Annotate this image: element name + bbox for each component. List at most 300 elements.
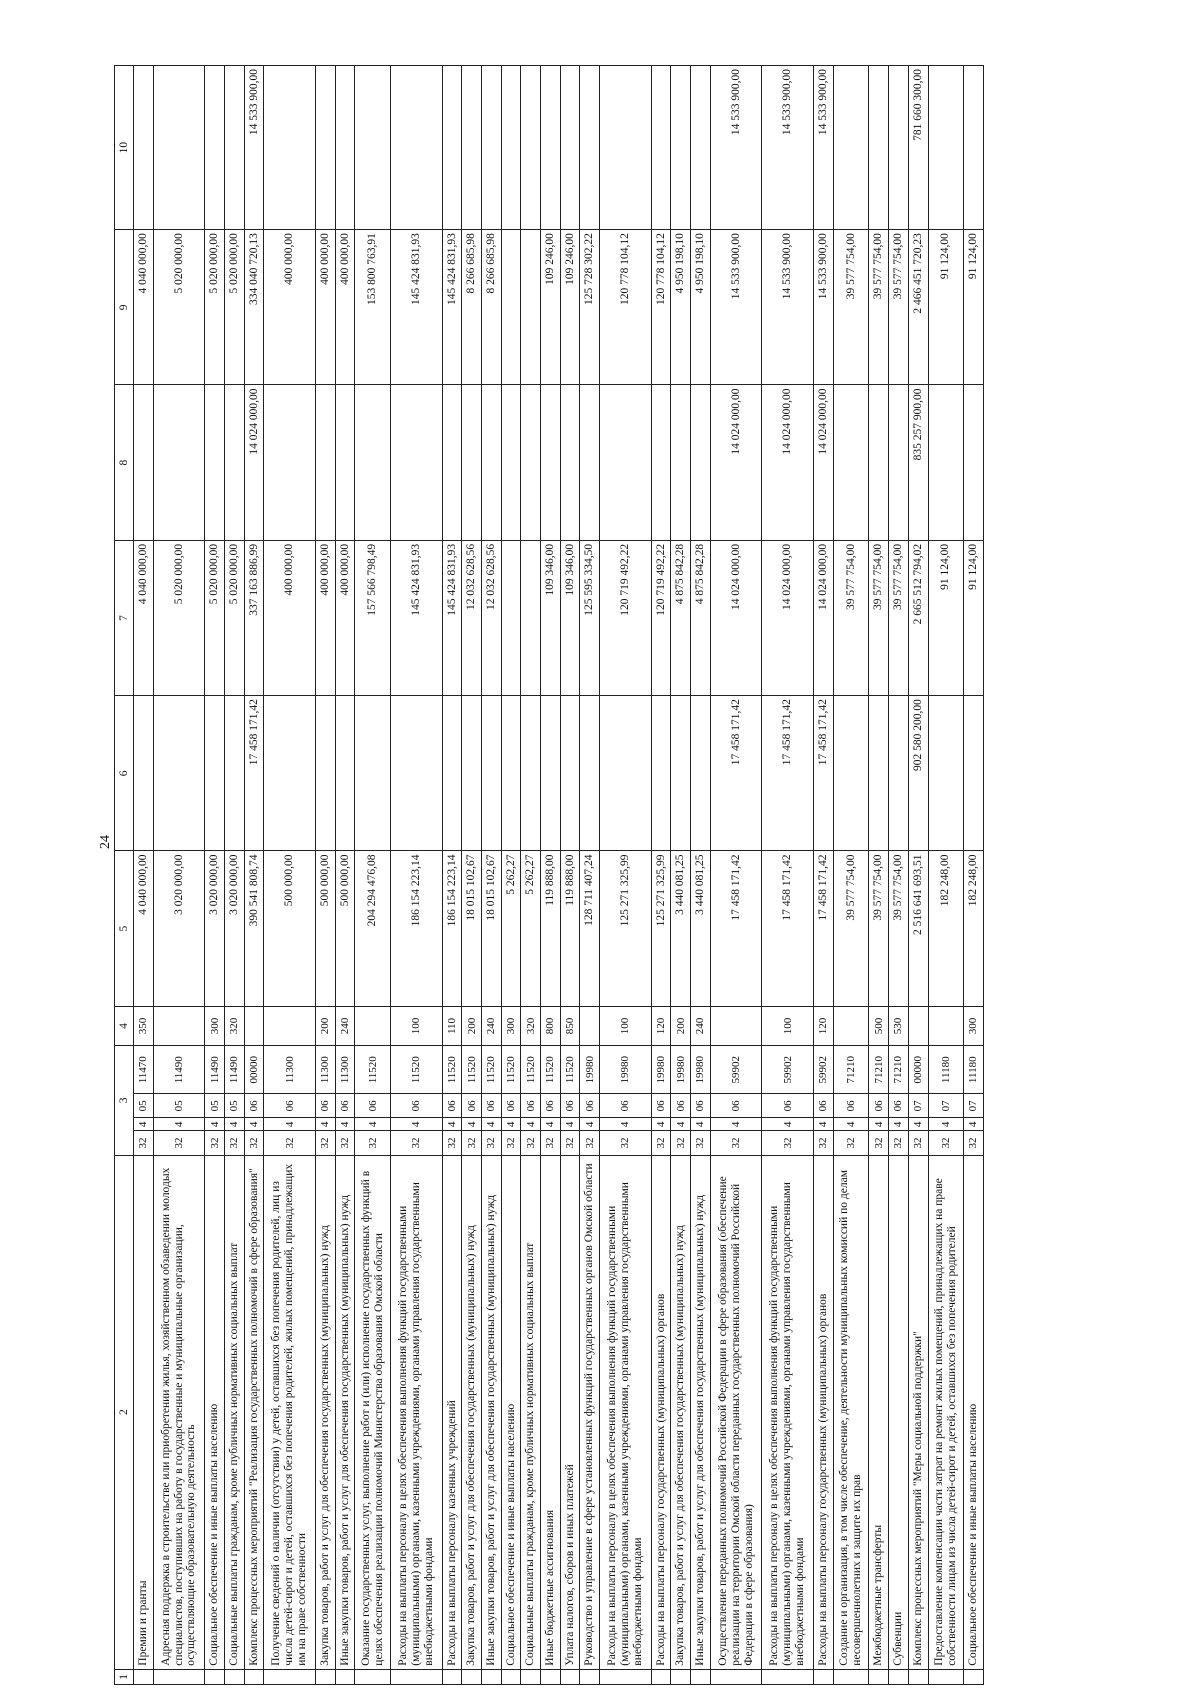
amount-cell-v5: 39 577 754,00 (869, 851, 889, 1006)
amount-cell-v5: 500 000,00 (335, 851, 355, 1006)
amount-cell-v6 (869, 696, 889, 851)
row-name-cell: Межбюджетные трансферты (869, 1155, 889, 1669)
amount-cell-v9: 334 040 720,13 (244, 230, 264, 385)
amount-cell-v7: 145 424 831,93 (391, 540, 443, 695)
amount-cell-v10 (462, 66, 482, 230)
code-part-cell: 4 (833, 1118, 869, 1131)
table-row (316, 66, 336, 1685)
row-name-cell: Социальное обеспечение и иные выплаты населению (964, 1155, 984, 1669)
amount-cell-v7: 400 000,00 (264, 540, 316, 695)
header-row (115, 66, 134, 1685)
row-index-cell (153, 1669, 205, 1684)
amount-cell-v7: 5 020 000,00 (225, 540, 245, 695)
budget-table (114, 65, 984, 1685)
code-part-cell: 59902 (814, 1046, 834, 1094)
table-row (964, 66, 984, 1685)
row-index-cell (580, 1669, 600, 1684)
code-part-cell: 4 (391, 1118, 443, 1131)
table-row (651, 66, 671, 1685)
code-part-cell: 06 (762, 1094, 814, 1118)
amount-cell-v9: 145 424 831,93 (442, 230, 462, 385)
expense-type-cell: 530 (889, 1006, 909, 1045)
code-part-cell: 4 (560, 1118, 580, 1131)
amount-cell-v7: 145 424 831,93 (442, 540, 462, 695)
row-index-cell (244, 1669, 264, 1684)
row-name-cell: Адресная поддержка в строительстве или приобретении жилья, хозяйственном обзаведении молодых специалистов, поступивших на работу в государственные и муниципальные организации, осуществляющие образовательную деятельность (153, 1155, 205, 1669)
code-part-cell: 32 (908, 1131, 928, 1155)
code-part-cell: 32 (964, 1131, 984, 1155)
amount-cell-v9 (501, 230, 521, 385)
code-part-cell: 4 (908, 1118, 928, 1131)
amount-cell-v7: 125 595 334,50 (580, 540, 600, 695)
amount-cell-v9: 145 424 831,93 (391, 230, 443, 385)
table-row (264, 66, 316, 1685)
row-name-cell: Иные закупки товаров, работ и услуг для обеспечения государственных (муниципальных) нужд (335, 1155, 355, 1669)
amount-cell-v8 (316, 385, 336, 540)
amount-cell-v10: 14 533 900,00 (244, 66, 264, 230)
code-part-cell: 4 (541, 1118, 561, 1131)
amount-cell-v5: 128 711 407,24 (580, 851, 600, 1006)
code-part-cell: 06 (580, 1094, 600, 1118)
amount-cell-v10 (964, 66, 984, 230)
amount-cell-v6 (205, 696, 225, 851)
amount-cell-v6 (560, 696, 580, 851)
row-index-cell (225, 1669, 245, 1684)
amount-cell-v5: 39 577 754,00 (889, 851, 909, 1006)
header-cell: 4 (115, 1006, 134, 1045)
row-name-cell: Иные бюджетные ассигнования (541, 1155, 561, 1669)
amount-cell-v9: 39 577 754,00 (889, 230, 909, 385)
amount-cell-v5: 390 541 808,74 (244, 851, 264, 1006)
expense-type-cell: 100 (762, 1006, 814, 1045)
amount-cell-v9: 109 246,00 (560, 230, 580, 385)
amount-cell-v8 (691, 385, 711, 540)
amount-cell-v5: 3 020 000,00 (225, 851, 245, 1006)
code-part-cell: 11520 (355, 1046, 391, 1094)
expense-type-cell: 120 (814, 1006, 834, 1045)
row-index-cell (651, 1669, 671, 1684)
code-part-cell: 11520 (521, 1046, 541, 1094)
code-part-cell: 19980 (580, 1046, 600, 1094)
amount-cell-v9 (521, 230, 541, 385)
amount-cell-v8 (889, 385, 909, 540)
code-part-cell: 11520 (391, 1046, 443, 1094)
amount-cell-v7: 12 032 628,56 (462, 540, 482, 695)
table-row (869, 66, 889, 1685)
row-index-cell (762, 1669, 814, 1684)
code-part-cell: 32 (134, 1131, 154, 1155)
code-part-cell: 32 (521, 1131, 541, 1155)
amount-cell-v6 (964, 696, 984, 851)
table-row (691, 66, 711, 1685)
expense-type-cell: 200 (671, 1006, 691, 1045)
code-part-cell: 11470 (134, 1046, 154, 1094)
row-name-cell: Закупка товаров, работ и услуг для обеспечения государственных (муниципальных) нужд (671, 1155, 691, 1669)
code-part-cell: 32 (600, 1131, 652, 1155)
table-row (442, 66, 462, 1685)
amount-cell-v6 (651, 696, 671, 851)
amount-cell-v7: 14 024 000,00 (814, 540, 834, 695)
amount-cell-v8 (580, 385, 600, 540)
table-row (355, 66, 391, 1685)
row-index-cell (391, 1669, 443, 1684)
code-part-cell: 11520 (442, 1046, 462, 1094)
expense-type-cell: 200 (316, 1006, 336, 1045)
table-row (482, 66, 502, 1685)
amount-cell-v10: 14 533 900,00 (814, 66, 834, 230)
code-part-cell: 06 (442, 1094, 462, 1118)
amount-cell-v6 (541, 696, 561, 851)
row-name-cell: Комплекс процессных мероприятий "Реализация государственных полномочий в сфере образования" (244, 1155, 264, 1669)
amount-cell-v7: 12 032 628,56 (482, 540, 502, 695)
code-part-cell: 06 (482, 1094, 502, 1118)
amount-cell-v7: 109 346,00 (560, 540, 580, 695)
expense-type-cell: 500 (869, 1006, 889, 1045)
code-part-cell: 4 (355, 1118, 391, 1131)
amount-cell-v10 (442, 66, 462, 230)
amount-cell-v9: 5 020 000,00 (205, 230, 225, 385)
header-cell: 5 (115, 851, 134, 1006)
code-part-cell: 06 (541, 1094, 561, 1118)
amount-cell-v6 (928, 696, 964, 851)
row-index-cell (671, 1669, 691, 1684)
code-part-cell: 59902 (762, 1046, 814, 1094)
expense-type-cell: 300 (501, 1006, 521, 1045)
row-name-cell: Иные закупки товаров, работ и услуг для обеспечения государственных (муниципальных) нужд (482, 1155, 502, 1669)
amount-cell-v5: 119 888,00 (541, 851, 561, 1006)
row-name-cell: Расходы на выплаты персоналу государственных (муниципальных) органов (651, 1155, 671, 1669)
code-part-cell: 19980 (600, 1046, 652, 1094)
amount-cell-v6 (482, 696, 502, 851)
amount-cell-v8 (153, 385, 205, 540)
row-name-cell: Предоставление компенсации части затрат на ремонт жилых помещений, принадлежащих на праве собственности лицам из числа детей-сирот и детей, оставшихся без попечения родителей (928, 1155, 964, 1669)
table-row (153, 66, 205, 1685)
amount-cell-v9: 91 124,00 (928, 230, 964, 385)
row-name-cell: Руководство и управление в сфере установленных функций государственных органов Омской области (580, 1155, 600, 1669)
code-part-cell: 11520 (560, 1046, 580, 1094)
amount-cell-v6: 17 458 171,42 (762, 696, 814, 851)
amount-cell-v8 (391, 385, 443, 540)
amount-cell-v6 (501, 696, 521, 851)
amount-cell-v6: 17 458 171,42 (814, 696, 834, 851)
row-name-cell: Расходы на выплаты персоналу в целях обеспечения выполнения функций государственными (муниципальными) органами, казенными учреждениями, органами управления государственными внебюджетными фондами (600, 1155, 652, 1669)
code-part-cell: 4 (814, 1118, 834, 1131)
code-part-cell: 06 (710, 1094, 762, 1118)
amount-cell-v7 (501, 540, 521, 695)
code-part-cell: 06 (316, 1094, 336, 1118)
amount-cell-v6 (521, 696, 541, 851)
amount-cell-v10 (521, 66, 541, 230)
row-name-cell: Закупка товаров, работ и услуг для обеспечения государственных (муниципальных) нужд (462, 1155, 482, 1669)
expense-type-cell (244, 1006, 264, 1045)
row-name-cell: Социальные выплаты гражданам, кроме публичных нормативных социальных выплат (225, 1155, 245, 1669)
code-part-cell: 71210 (869, 1046, 889, 1094)
table-row (560, 66, 580, 1685)
amount-cell-v8 (521, 385, 541, 540)
code-part-cell: 4 (225, 1118, 245, 1131)
amount-cell-v10 (391, 66, 443, 230)
amount-cell-v5: 4 040 000,00 (134, 851, 154, 1006)
code-part-cell: 11520 (482, 1046, 502, 1094)
code-part-cell: 32 (462, 1131, 482, 1155)
expense-type-cell (710, 1006, 762, 1045)
table-row (335, 66, 355, 1685)
code-part-cell: 4 (964, 1118, 984, 1131)
amount-cell-v9: 120 778 104,12 (651, 230, 671, 385)
code-part-cell: 06 (244, 1094, 264, 1118)
amount-cell-v8: 14 024 000,00 (814, 385, 834, 540)
amount-cell-v6: 17 458 171,42 (710, 696, 762, 851)
amount-cell-v8 (964, 385, 984, 540)
amount-cell-v10 (205, 66, 225, 230)
row-index-cell (560, 1669, 580, 1684)
expense-type-cell (833, 1006, 869, 1045)
amount-cell-v10 (153, 66, 205, 230)
row-name-cell: Иные закупки товаров, работ и услуг для обеспечения государственных (муниципальных) нужд (691, 1155, 711, 1669)
amount-cell-v9: 109 246,00 (541, 230, 561, 385)
table-row (814, 66, 834, 1685)
amount-cell-v10: 781 660 300,00 (908, 66, 928, 230)
amount-cell-v7: 4 875 842,28 (671, 540, 691, 695)
amount-cell-v5: 119 888,00 (560, 851, 580, 1006)
code-part-cell: 32 (335, 1131, 355, 1155)
amount-cell-v10 (580, 66, 600, 230)
code-part-cell: 32 (205, 1131, 225, 1155)
table-body (134, 66, 984, 1685)
code-part-cell: 4 (501, 1118, 521, 1131)
code-part-cell: 19980 (671, 1046, 691, 1094)
amount-cell-v5: 125 271 325,99 (600, 851, 652, 1006)
code-part-cell: 19980 (691, 1046, 711, 1094)
header-cell: 9 (115, 230, 134, 385)
amount-cell-v10 (600, 66, 652, 230)
amount-cell-v6 (335, 696, 355, 851)
row-index-cell (462, 1669, 482, 1684)
code-part-cell: 06 (671, 1094, 691, 1118)
code-part-cell: 4 (264, 1118, 316, 1131)
amount-cell-v9: 4 950 198,10 (691, 230, 711, 385)
table-row (710, 66, 762, 1685)
row-name-cell: Социальное обеспечение и иные выплаты населению (501, 1155, 521, 1669)
code-part-cell: 00000 (244, 1046, 264, 1094)
table-row (600, 66, 652, 1685)
amount-cell-v10 (651, 66, 671, 230)
amount-cell-v7: 157 566 798,49 (355, 540, 391, 695)
amount-cell-v8 (560, 385, 580, 540)
code-part-cell: 4 (710, 1118, 762, 1131)
row-index-cell (316, 1669, 336, 1684)
amount-cell-v9: 8 266 685,98 (462, 230, 482, 385)
code-part-cell: 32 (928, 1131, 964, 1155)
code-part-cell: 11490 (153, 1046, 205, 1094)
row-index-cell (521, 1669, 541, 1684)
code-part-cell: 32 (264, 1131, 316, 1155)
code-part-cell: 4 (671, 1118, 691, 1131)
code-part-cell: 4 (134, 1118, 154, 1131)
row-index-cell (833, 1669, 869, 1684)
amount-cell-v9: 4 040 000,00 (134, 230, 154, 385)
code-part-cell: 32 (869, 1131, 889, 1155)
expense-type-cell: 240 (691, 1006, 711, 1045)
amount-cell-v9: 153 800 763,91 (355, 230, 391, 385)
code-part-cell: 4 (580, 1118, 600, 1131)
code-part-cell: 32 (671, 1131, 691, 1155)
table-row (462, 66, 482, 1685)
code-part-cell: 06 (833, 1094, 869, 1118)
amount-cell-v7: 91 124,00 (964, 540, 984, 695)
expense-type-cell: 350 (134, 1006, 154, 1045)
expense-type-cell: 850 (560, 1006, 580, 1045)
code-part-cell: 32 (482, 1131, 502, 1155)
expense-type-cell: 110 (442, 1006, 462, 1045)
amount-cell-v5: 204 294 476,08 (355, 851, 391, 1006)
amount-cell-v10 (541, 66, 561, 230)
amount-cell-v7: 91 124,00 (928, 540, 964, 695)
amount-cell-v9: 39 577 754,00 (869, 230, 889, 385)
row-name-cell: Уплата налогов, сборов и иных платежей (560, 1155, 580, 1669)
amount-cell-v9: 8 266 685,98 (482, 230, 502, 385)
row-index-cell (889, 1669, 909, 1684)
code-part-cell: 32 (710, 1131, 762, 1155)
code-part-cell: 06 (335, 1094, 355, 1118)
amount-cell-v5: 17 458 171,42 (762, 851, 814, 1006)
amount-cell-v7 (521, 540, 541, 695)
row-name-cell: Создание и организация, в том числе обеспечение, деятельности муниципальных комиссий по делам несовершеннолетних и защите их прав (833, 1155, 869, 1669)
amount-cell-v5: 17 458 171,42 (814, 851, 834, 1006)
amount-cell-v7: 4 040 000,00 (134, 540, 154, 695)
amount-cell-v10 (225, 66, 245, 230)
code-part-cell: 06 (814, 1094, 834, 1118)
header-cell: 10 (115, 66, 134, 230)
amount-cell-v7: 14 024 000,00 (710, 540, 762, 695)
row-index-cell (134, 1669, 154, 1684)
code-part-cell: 71210 (833, 1046, 869, 1094)
table-row (580, 66, 600, 1685)
expense-type-cell: 240 (335, 1006, 355, 1045)
code-part-cell: 32 (691, 1131, 711, 1155)
row-index-cell (600, 1669, 652, 1684)
code-part-cell: 32 (316, 1131, 336, 1155)
code-part-cell: 11520 (501, 1046, 521, 1094)
header-cell: 1 (115, 1669, 134, 1684)
amount-cell-v10 (482, 66, 502, 230)
code-part-cell: 05 (205, 1094, 225, 1118)
row-index-cell (501, 1669, 521, 1684)
amount-cell-v9: 5 020 000,00 (153, 230, 205, 385)
amount-cell-v8 (205, 385, 225, 540)
amount-cell-v7: 337 163 886,99 (244, 540, 264, 695)
code-part-cell: 4 (335, 1118, 355, 1131)
row-name-cell: Расходы на выплаты персоналу в целях обеспечения выполнения функций государственными (муниципальными) органами, казенными учреждениями, органами управления государственными внебюджетными фондами (762, 1155, 814, 1669)
code-part-cell: 32 (541, 1131, 561, 1155)
amount-cell-v6 (153, 696, 205, 851)
table-row (391, 66, 443, 1685)
table-row (244, 66, 264, 1685)
amount-cell-v7: 5 020 000,00 (205, 540, 225, 695)
row-name-cell: Расходы на выплаты персоналу казенных учреждений (442, 1155, 462, 1669)
amount-cell-v10 (501, 66, 521, 230)
amount-cell-v7: 14 024 000,00 (762, 540, 814, 695)
amount-cell-v7: 400 000,00 (335, 540, 355, 695)
code-part-cell: 32 (889, 1131, 909, 1155)
row-index-cell (264, 1669, 316, 1684)
amount-cell-v10 (928, 66, 964, 230)
amount-cell-v8: 14 024 000,00 (762, 385, 814, 540)
amount-cell-v5: 2 516 641 693,51 (908, 851, 928, 1006)
expense-type-cell (580, 1006, 600, 1045)
amount-cell-v5: 182 248,00 (964, 851, 984, 1006)
amount-cell-v5: 500 000,00 (264, 851, 316, 1006)
row-name-cell: Расходы на выплаты персоналу в целях обеспечения выполнения функций государственными (муниципальными) органами, казенными учреждениями, органами управления государственными внебюджетными фондами (391, 1155, 443, 1669)
amount-cell-v6 (580, 696, 600, 851)
amount-cell-v7: 120 719 492,22 (600, 540, 652, 695)
amount-cell-v9: 125 728 302,22 (580, 230, 600, 385)
amount-cell-v10 (134, 66, 154, 230)
row-index-cell (691, 1669, 711, 1684)
code-part-cell: 32 (244, 1131, 264, 1155)
code-part-cell: 05 (153, 1094, 205, 1118)
amount-cell-v6 (442, 696, 462, 851)
amount-cell-v6 (691, 696, 711, 851)
code-part-cell: 4 (442, 1118, 462, 1131)
amount-cell-v8 (462, 385, 482, 540)
amount-cell-v10 (869, 66, 889, 230)
row-index-cell (869, 1669, 889, 1684)
code-part-cell: 19980 (651, 1046, 671, 1094)
amount-cell-v6 (134, 696, 154, 851)
amount-cell-v10 (316, 66, 336, 230)
code-part-cell: 11300 (316, 1046, 336, 1094)
amount-cell-v5: 500 000,00 (316, 851, 336, 1006)
row-index-cell (335, 1669, 355, 1684)
row-name-cell: Оказание государственных услуг, выполнение работ и (или) исполнение государственных функций в целях обеспечения реализации полномочий Министерства образования Омской области (355, 1155, 391, 1669)
table-row (833, 66, 869, 1685)
code-part-cell: 32 (355, 1131, 391, 1155)
amount-cell-v5: 39 577 754,00 (833, 851, 869, 1006)
amount-cell-v10: 14 533 900,00 (762, 66, 814, 230)
amount-cell-v9: 5 020 000,00 (225, 230, 245, 385)
amount-cell-v7: 400 000,00 (316, 540, 336, 695)
code-part-cell: 07 (928, 1094, 964, 1118)
amount-cell-v5: 3 020 000,00 (153, 851, 205, 1006)
code-part-cell: 32 (833, 1131, 869, 1155)
row-index-cell (205, 1669, 225, 1684)
code-part-cell: 06 (521, 1094, 541, 1118)
amount-cell-v8 (482, 385, 502, 540)
amount-cell-v9: 400 000,00 (316, 230, 336, 385)
amount-cell-v8: 14 024 000,00 (710, 385, 762, 540)
row-name-cell: Социальное обеспечение и иные выплаты населению (205, 1155, 225, 1669)
amount-cell-v10 (560, 66, 580, 230)
amount-cell-v6 (391, 696, 443, 851)
amount-cell-v8 (225, 385, 245, 540)
amount-cell-v6 (889, 696, 909, 851)
code-part-cell: 4 (600, 1118, 652, 1131)
code-part-cell: 11490 (225, 1046, 245, 1094)
expense-type-cell: 100 (600, 1006, 652, 1045)
amount-cell-v8 (264, 385, 316, 540)
code-part-cell: 32 (814, 1131, 834, 1155)
code-part-cell: 11520 (541, 1046, 561, 1094)
amount-cell-v5: 182 248,00 (928, 851, 964, 1006)
expense-type-cell: 800 (541, 1006, 561, 1045)
amount-cell-v6 (671, 696, 691, 851)
code-part-cell: 4 (651, 1118, 671, 1131)
code-part-cell: 4 (316, 1118, 336, 1131)
table-row (134, 66, 154, 1685)
header-cell: 7 (115, 540, 134, 695)
amount-cell-v5: 125 271 325,99 (651, 851, 671, 1006)
